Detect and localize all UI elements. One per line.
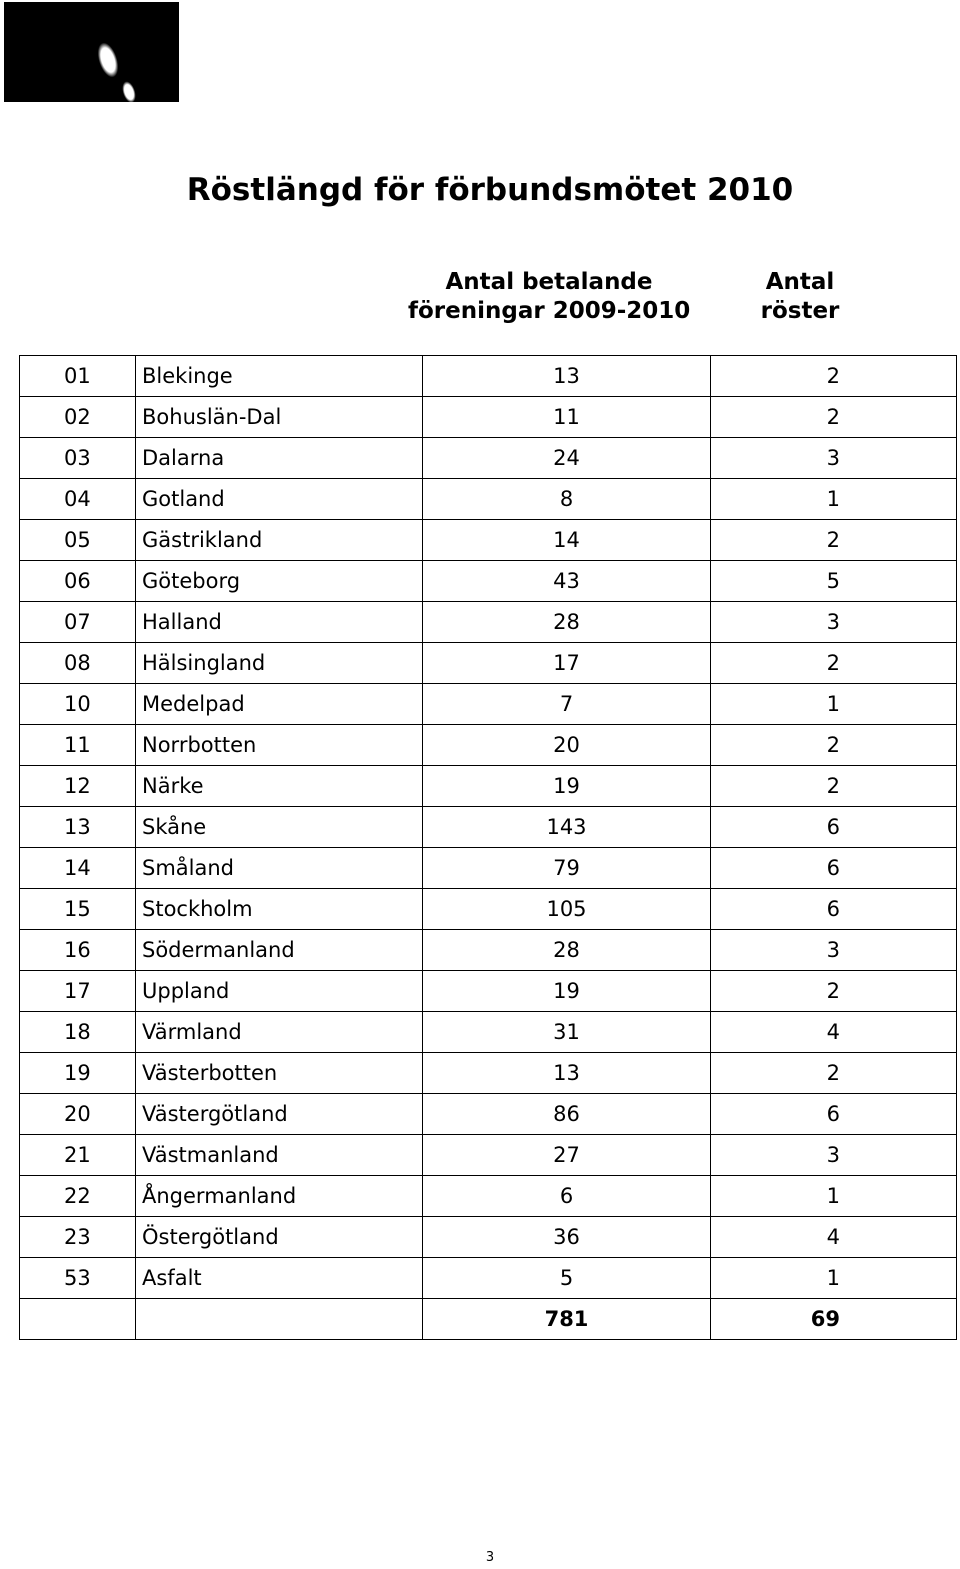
district-code-cell: 02: [20, 397, 136, 438]
district-name-cell: Skåne: [136, 807, 423, 848]
district-code-cell: 14: [20, 848, 136, 889]
votes-cell: 4: [711, 1217, 957, 1258]
paying-associations-cell: 13: [423, 1053, 711, 1094]
district-name-cell: Södermanland: [136, 930, 423, 971]
total-district-name-cell: [136, 1299, 423, 1340]
page-title: Röstlängd för förbundsmötet 2010: [186, 172, 794, 208]
table-row: [20, 397, 957, 438]
district-name-cell: Uppland: [136, 971, 423, 1012]
votes-cell: 1: [711, 479, 957, 520]
logo-mark-icon: [4, 2, 179, 102]
district-code-cell: 06: [20, 561, 136, 602]
table-row: [20, 356, 957, 397]
district-code-cell: 15: [20, 889, 136, 930]
district-code-cell: 16: [20, 930, 136, 971]
table-row: [20, 889, 957, 930]
table-row: [20, 643, 957, 684]
paying-associations-cell: 7: [423, 684, 711, 725]
paying-associations-cell: 79: [423, 848, 711, 889]
district-code-cell: 53: [20, 1258, 136, 1299]
paying-associations-cell: 36: [423, 1217, 711, 1258]
votes-cell: 6: [711, 848, 957, 889]
district-name-cell: Östergötland: [136, 1217, 423, 1258]
table-row: [20, 1012, 957, 1053]
paying-associations-cell: 105: [423, 889, 711, 930]
district-code-cell: 04: [20, 479, 136, 520]
district-name-cell: Stockholm: [136, 889, 423, 930]
header-votes: [720, 268, 880, 326]
paying-associations-cell: 5: [423, 1258, 711, 1299]
votes-cell: 3: [711, 930, 957, 971]
district-name-cell: Västerbotten: [136, 1053, 423, 1094]
table-row: [20, 766, 957, 807]
votes-cell: 2: [711, 971, 957, 1012]
table-row: [20, 1094, 957, 1135]
header-votes-line1: Antal: [765, 269, 835, 295]
paying-associations-cell: 24: [423, 438, 711, 479]
paying-associations-cell: 28: [423, 602, 711, 643]
table-row: [20, 807, 957, 848]
table-row: [20, 479, 957, 520]
header-votes-line2: röster: [760, 298, 840, 324]
votes-cell: 1: [711, 1176, 957, 1217]
table-row: [20, 725, 957, 766]
district-code-cell: 13: [20, 807, 136, 848]
votes-cell: 6: [711, 889, 957, 930]
district-name-cell: Medelpad: [136, 684, 423, 725]
votes-cell: 2: [711, 356, 957, 397]
district-name-cell: Småland: [136, 848, 423, 889]
table-row: [20, 684, 957, 725]
votes-cell: 1: [711, 684, 957, 725]
header-paying-line2: föreningar 2009-2010: [408, 298, 691, 324]
paying-associations-cell: 19: [423, 766, 711, 807]
table-row: [20, 602, 957, 643]
header-paying-line1: Antal betalande: [445, 269, 653, 295]
district-name-cell: Dalarna: [136, 438, 423, 479]
district-name-cell: Värmland: [136, 1012, 423, 1053]
paying-associations-cell: 27: [423, 1135, 711, 1176]
votes-cell: 6: [711, 807, 957, 848]
district-code-cell: 12: [20, 766, 136, 807]
district-code-cell: 05: [20, 520, 136, 561]
district-code-cell: 23: [20, 1217, 136, 1258]
district-code-cell: 10: [20, 684, 136, 725]
total-row: [20, 1299, 957, 1340]
district-name-cell: Gästrikland: [136, 520, 423, 561]
table-row: [20, 520, 957, 561]
district-name-cell: Bohuslän-Dal: [136, 397, 423, 438]
paying-associations-cell: 19: [423, 971, 711, 1012]
table-row: [20, 1217, 957, 1258]
table-row: [20, 848, 957, 889]
paying-associations-cell: 11: [423, 397, 711, 438]
votes-cell: 3: [711, 1135, 957, 1176]
district-name-cell: Asfalt: [136, 1258, 423, 1299]
votes-cell: 6: [711, 1094, 957, 1135]
paying-associations-cell: 14: [423, 520, 711, 561]
district-name-cell: Norrbotten: [136, 725, 423, 766]
voting-roll-table: [19, 355, 957, 1340]
district-name-cell: Västmanland: [136, 1135, 423, 1176]
district-name-cell: Halland: [136, 602, 423, 643]
table-row: [20, 1053, 957, 1094]
district-code-cell: 01: [20, 356, 136, 397]
table-row: [20, 438, 957, 479]
voting-roll-body: [20, 356, 957, 1340]
votes-cell: 2: [711, 643, 957, 684]
district-code-cell: 19: [20, 1053, 136, 1094]
votes-cell: 3: [711, 602, 957, 643]
district-code-cell: 22: [20, 1176, 136, 1217]
district-code-cell: 08: [20, 643, 136, 684]
paying-associations-cell: 13: [423, 356, 711, 397]
paying-associations-cell: 143: [423, 807, 711, 848]
paying-associations-cell: 6: [423, 1176, 711, 1217]
district-code-cell: 03: [20, 438, 136, 479]
votes-cell: 4: [711, 1012, 957, 1053]
paying-associations-cell: 28: [423, 930, 711, 971]
paying-associations-cell: 17: [423, 643, 711, 684]
page-number: 3: [485, 1550, 495, 1565]
district-name-cell: Göteborg: [136, 561, 423, 602]
paying-associations-cell: 86: [423, 1094, 711, 1135]
logo: [4, 2, 179, 102]
district-name-cell: Hälsingland: [136, 643, 423, 684]
votes-cell: 2: [711, 725, 957, 766]
table-row: [20, 1176, 957, 1217]
table-row: [20, 1258, 957, 1299]
votes-cell: 2: [711, 520, 957, 561]
table-row: [20, 930, 957, 971]
paying-associations-cell: 8: [423, 479, 711, 520]
votes-cell: 2: [711, 397, 957, 438]
paying-associations-cell: 20: [423, 725, 711, 766]
district-name-cell: Ångermanland: [136, 1176, 423, 1217]
district-code-cell: 07: [20, 602, 136, 643]
district-name-cell: Gotland: [136, 479, 423, 520]
paying-associations-cell: 31: [423, 1012, 711, 1053]
total-votes-cell: 69: [711, 1299, 957, 1340]
district-name-cell: Närke: [136, 766, 423, 807]
votes-cell: 2: [711, 766, 957, 807]
table-row: [20, 561, 957, 602]
total-district-code-cell: [20, 1299, 136, 1340]
district-code-cell: 18: [20, 1012, 136, 1053]
district-code-cell: 20: [20, 1094, 136, 1135]
district-name-cell: Västergötland: [136, 1094, 423, 1135]
district-code-cell: 11: [20, 725, 136, 766]
votes-cell: 3: [711, 438, 957, 479]
paying-associations-cell: 43: [423, 561, 711, 602]
votes-cell: 5: [711, 561, 957, 602]
votes-cell: 1: [711, 1258, 957, 1299]
total-paying-associations-cell: 781: [423, 1299, 711, 1340]
district-code-cell: 17: [20, 971, 136, 1012]
district-name-cell: Blekinge: [136, 356, 423, 397]
table-row: [20, 971, 957, 1012]
table-row: [20, 1135, 957, 1176]
votes-cell: 2: [711, 1053, 957, 1094]
header-paying-associations: [408, 268, 690, 326]
district-code-cell: 21: [20, 1135, 136, 1176]
